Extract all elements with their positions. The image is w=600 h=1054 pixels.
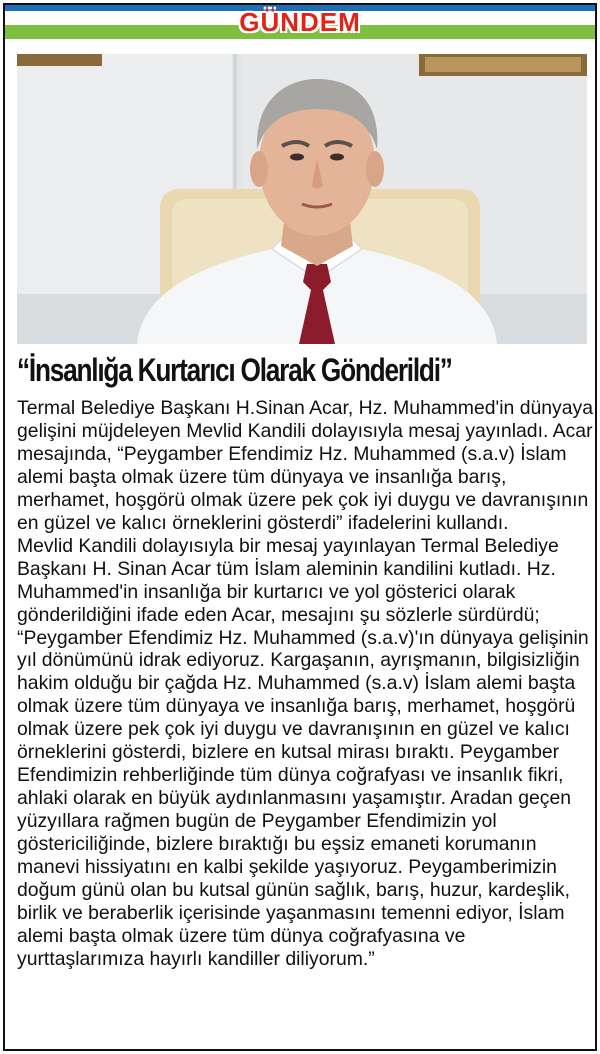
portrait-illustration bbox=[17, 54, 587, 344]
news-clipping bbox=[3, 3, 597, 1051]
section-label: GÜNDEM bbox=[239, 7, 361, 37]
article-paragraph: Termal Belediye Başkanı H.Sinan Acar, Hz. Muhammed'in dünyaya gelişini müjdeleyen Mevlid Kandili dolayısıyla mesaj yayınladı. Acar mesajında, “Peygamber Efendimiz Hz. Muhammed (s.a.v) İslam alemi başta olmak üzere tüm dünyaya ve insanlığa barış, merhamet, hoşgörü olmak üzere pek çok iyi duygu ve davranışının en güzel ve kalıcı örneklerini gösterdi” ifadelerini kullandı. bbox=[17, 397, 594, 534]
headline: “İnsanlığa Kurtarıcı Olarak Gönderildi” bbox=[17, 352, 452, 388]
article-body bbox=[17, 397, 595, 971]
portrait-photo bbox=[17, 54, 587, 344]
section-banner bbox=[5, 5, 595, 45]
article-paragraph: Mevlid Kandili dolayısıyla bir mesaj yayınlayan Termal Belediye Başkanı H. Sinan Acar tüm İslam aleminin kandilini kutladı. Hz. Muhammed'in insanlığa bir kurtarıcı ve yol gösterici olarak gönderildiğini ifade eden Acar, mesajını şu sözlerle sürdürdü; “Peygamber Efendimiz Hz. Muhammed (s.a.v)'ın dünyaya gelişinin yıl dönümünü idrak ediyoruz. Kargaşanın, ayrışmanın, bilgisizliğin hakim olduğu bir çağda Hz. Muhammed (s.a.v) İslam alemi başta olmak üzere tüm dünyaya ve insanlığa barış, merhamet, hoşgörü olmak üzere pek çok iyi duygu ve davranışının en güzel ve kalıcı örneklerini gösterdi, bizlere en kutsal mirası bıraktı. Peygamber Efendimizin rehberliğinde tüm dünya coğrafyası ve insanlık fikri, ahlaki olarak en büyük aydınlanmasını yaşamıştır. Aradan geçen yüzyıllara rağmen bugün de Peygamber Efendimizin yol göstericiliğinde, bizlere bıraktığı bu eşsiz emaneti korumanın manevi hissiyatını en kalbi şekilde yaşıyoruz. Peygamberimizin doğum günü olan bu kutsal günün sağlık, barış, huzur, kardeşlik, birlik ve beraberlik içerisinde yaşanmasını temenni ediyor, İslam alemi başta olmak üzere tüm dünya coğrafyasına ve yurttaşlarımıza hayırlı kandiller diliyorum.” bbox=[17, 534, 589, 970]
